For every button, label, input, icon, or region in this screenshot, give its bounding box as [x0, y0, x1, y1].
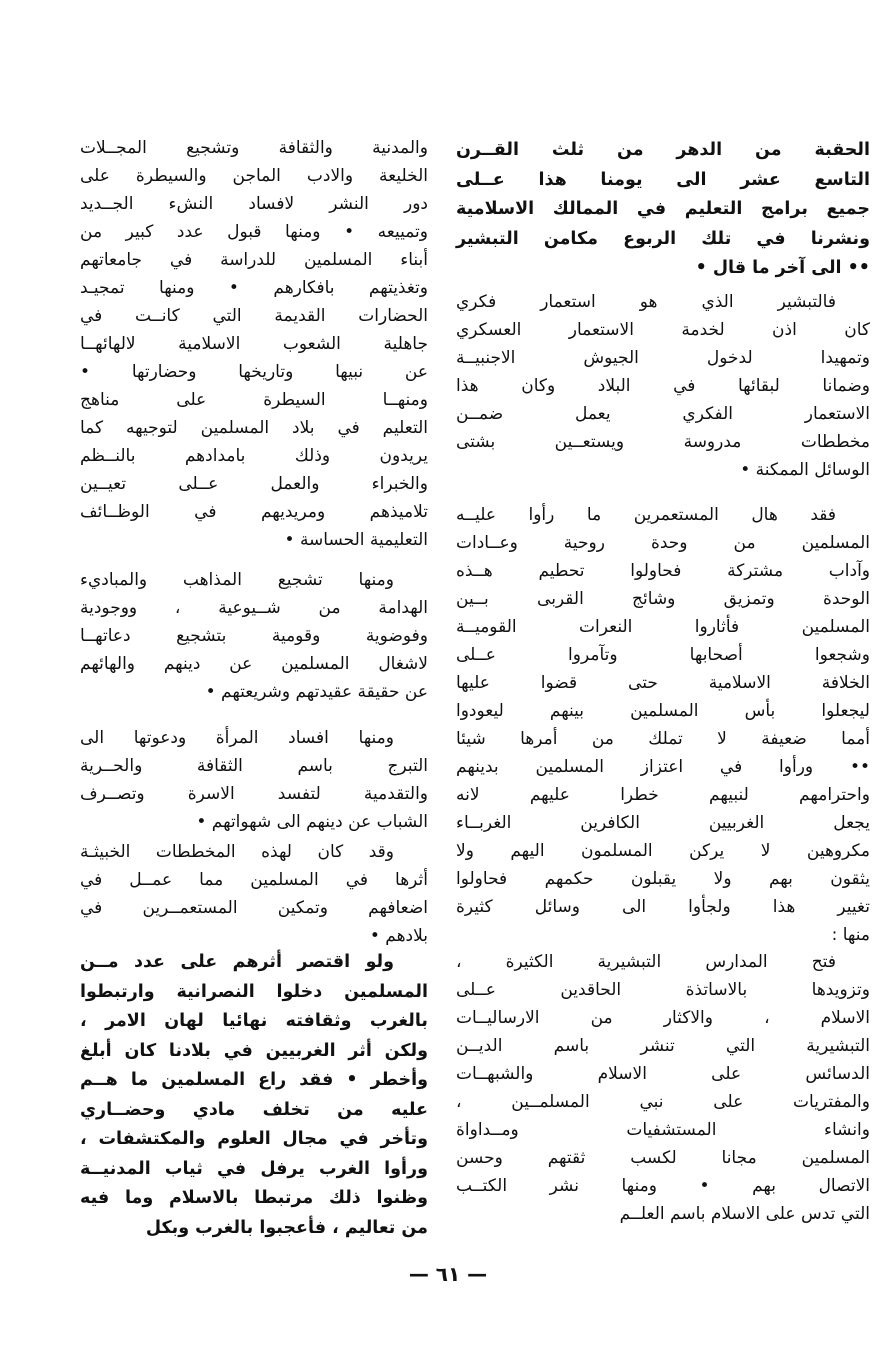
text-line: المسلمين فأثاروا النعرات القوميــة: [456, 617, 870, 637]
text-line: ومنها افساد المرأة ودعوتها الى: [80, 728, 394, 748]
text-line: وآداب مشتركة فحاولوا تحطيم هــذه: [456, 561, 870, 581]
text-line: والخبراء والعمل عــلى تعيــين: [80, 474, 428, 494]
text-line: الحقبة من الدهر من ثلث القــرن: [456, 140, 870, 160]
paragraph: [456, 501, 870, 949]
text-line: عن حقيقة عقيدتهم وشريعتهم •: [205, 682, 428, 702]
text-line: جميع برامج التعليم في الممالك الاسلامية: [456, 199, 870, 219]
text-line: تلاميذهم ومريديهم في الوظــائف: [80, 502, 428, 522]
text-line: المسلمين دخلوا النصرانية وارتبطوا: [80, 981, 428, 1002]
paragraph: [456, 136, 870, 284]
text-line: والتقدمية لتفسد الاسرة وتصــرف: [80, 784, 428, 804]
page-number: — ٦١ —: [408, 1262, 488, 1286]
paragraph: [80, 566, 428, 706]
text-line: أبناء المسلمين للدراسة في جامعاتهم: [80, 250, 428, 270]
text-line: فقد هال المستعمرين ما رأوا عليــه: [456, 505, 836, 525]
text-line: التعليم في بلاد المسلمين لتوجيهه كما: [80, 418, 428, 438]
text-line: الاتصال بهم • ومنها نشر الكتــب: [456, 1176, 870, 1196]
text-line: وتمهيدا لدخول الجيوش الاجنبيــة: [456, 348, 870, 368]
text-line: وشجعوا أصحابها وتآمروا عــلى: [456, 645, 870, 665]
text-line: وضمانا لبقائها في البلاد وكان هذا: [456, 376, 870, 396]
paragraph: [80, 838, 428, 950]
text-line: ولكن أثر الغربيين في بلادنا كان أبلغ: [80, 1040, 428, 1061]
text-line: يثقون بهم ولا يقبلون حكمهم فحاولوا: [456, 869, 870, 889]
text-line: من تعاليم ، فأعجبوا بالغرب وبكل: [145, 1217, 428, 1238]
text-line: ورأوا الغرب يرفل في ثياب المدنيــة: [80, 1158, 428, 1179]
text-line: الوسائل الممكنة •: [740, 460, 870, 480]
text-line: وتأخر في مجال العلوم والمكتشفات ،: [80, 1129, 428, 1149]
text-line: والمفتريات على نبي المسلمــين ،: [456, 1092, 870, 1112]
paragraph: [80, 948, 428, 1243]
text-line: التاسع عشر الى يومنا هذا عــلى: [456, 169, 870, 190]
text-line: وانشاء المستشفيات ومــداواة: [456, 1120, 870, 1140]
text-line: عليه من تخلف مادي وحضــاري: [80, 1099, 428, 1120]
text-line: كان اذن لخدمة الاستعمار العسكري: [456, 320, 870, 340]
text-line: وفوضوية وقومية بتشجيع دعاتهــا: [80, 626, 428, 646]
text-line: الوحدة وتمزيق وشائج القربى بــين: [456, 589, 870, 609]
text-line: وتزويدها بالاساتذة الحاقدين عــلى: [456, 980, 870, 1000]
text-line: التي تدس على الاسلام باسم العلــم: [619, 1204, 870, 1224]
text-line: ليجعلوا بأس المسلمين بينهم ليعودوا: [456, 701, 870, 721]
text-line: والمدنية والثقافة وتشجيع المجــلات: [80, 138, 428, 158]
text-line: فتح المدارس التبشيرية الكثيرة ،: [456, 952, 836, 972]
paragraph: [80, 724, 428, 836]
text-line: وقد كان لهذه المخططات الخبيثـة: [80, 842, 394, 862]
text-line: جاهلية الشعوب الاسلامية لالهائهــا: [80, 334, 428, 354]
text-line: الهدامة من شــيوعية ، ووجودية: [80, 598, 428, 618]
text-line: ومنها تشجيع المذاهب والمباديء: [80, 570, 394, 590]
text-line: •• ورأوا في اعتزاز المسلمين بدينهم: [456, 757, 870, 777]
text-line: بلادهم •: [369, 926, 428, 946]
text-line: التبشيرية التي تنشر باسم الديــن: [456, 1036, 870, 1056]
paragraph: [456, 288, 870, 484]
text-line: وتغذيتهم بافكارهم • ومنها تمجيـد: [80, 278, 428, 298]
text-line: تغيير هذا ولجأوا الى وسائل كثيرة: [456, 897, 870, 917]
text-line: بالغرب وثقافته نهائيا لهان الامر ،: [80, 1011, 428, 1031]
paragraph: [456, 948, 870, 1228]
text-line: •• الى آخر ما قال •: [695, 258, 870, 278]
text-line: اضعافهم وتمكين المستعمــرين في: [80, 898, 428, 918]
text-line: ونشرنا في تلك الربوع مكامن التبشير: [456, 228, 870, 249]
text-line: التبرج باسم الثقافة والحــرية: [80, 756, 428, 776]
text-line: يجعل الغربيين الكافرين الغربــاء: [456, 813, 870, 833]
text-line: واحترامهم لنبيهم خطرا عليهم لانه: [456, 785, 870, 805]
text-line: لاشغال المسلمين عن دينهم والهائهم: [80, 654, 428, 674]
text-line: الخليعة والادب الماجن والسيطرة على: [80, 166, 428, 186]
text-line: ومنهــا السيطرة على مناهج: [80, 390, 428, 410]
text-line: فالتبشير الذي هو استعمار فكري: [456, 292, 836, 312]
text-line: مكروهين لا يركن المسلمون اليهم ولا: [456, 841, 870, 861]
text-line: الدسائس على الاسلام والشبهــات: [456, 1064, 870, 1084]
paragraph: [80, 134, 428, 554]
text-line: الخلافة الاسلامية حتى قضوا عليها: [456, 673, 870, 693]
text-line: المسلمين من وحدة روحية وعــادات: [456, 533, 870, 553]
text-line: يريدون وذلك بامدادهم بالنــظم: [80, 446, 428, 466]
text-line: التعليمية الحساسة •: [284, 530, 428, 550]
text-line: الاستعمار الفكري يعمل ضمــن: [456, 404, 870, 424]
text-line: أثرها في المسلمين مما عمــل في: [80, 870, 428, 890]
text-line: مخططات مدروسة ويستعــين بشتى: [456, 432, 870, 452]
text-line: الاسلام ، والاكثار من الارساليــات: [456, 1008, 870, 1028]
text-line: منها :: [831, 925, 870, 945]
text-line: دور النشر لافساد النشء الجــديد: [80, 194, 428, 214]
text-line: الحضارات القديمة التي كانــت في: [80, 306, 428, 326]
text-line: المسلمين مجانا لكسب ثقتهم وحسن: [456, 1148, 870, 1168]
text-line: عن نبيها وتاريخها وحضارتها •: [80, 362, 428, 382]
text-line: الشباب عن دينهم الى شهواتهم •: [196, 812, 428, 832]
text-line: وظنوا ذلك مرتبطا بالاسلام وما فيه: [80, 1188, 428, 1208]
text-line: وتمييعه • ومنها قبول عدد كبير من: [80, 222, 428, 242]
text-line: وأخطر • فقد راع المسلمين ما هــم: [80, 1070, 428, 1090]
text-line: أمما ضعيفة لا تملك من أمرها شيئا: [456, 729, 870, 749]
text-line: ولو اقتصر أثرهم على عدد مــن: [80, 952, 394, 972]
